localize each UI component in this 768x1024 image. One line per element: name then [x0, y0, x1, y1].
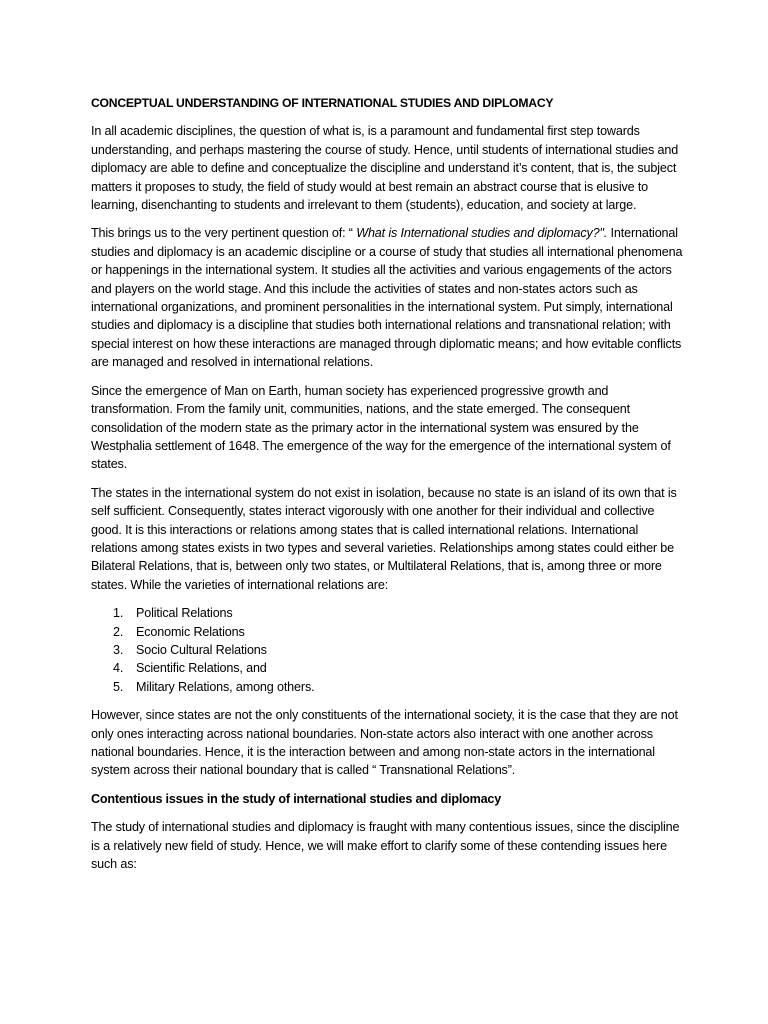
paragraph-history: Since the emergence of Man on Earth, human society has experienced progressive growth and transformation. From the family unit, communities, nations, and the state emerged. The consequent consolidation of the modern state as the primary actor in the international system was ensured by the Westphalia settlement of 1648. The emergence of the way for the emergence of the international system of states.	[91, 383, 671, 472]
list-item-text: Military Relations, among others.	[136, 679, 315, 694]
list-item-number: 1.	[113, 606, 124, 621]
list-item-number: 3.	[113, 642, 124, 657]
list-item-number: 5.	[113, 679, 124, 694]
relations-list	[91, 604, 684, 696]
list-item-number: 4.	[113, 661, 124, 676]
list-item	[91, 659, 684, 677]
paragraph-definition	[91, 224, 684, 371]
paragraph-definition-question: What is International studies and diplomacy?".	[356, 226, 608, 241]
list-item-text: Scientific Relations, and	[136, 661, 267, 676]
paragraph-transnational: However, since states are not the only constituents of the international society, it is the case that they are not only ones interacting across national boundaries. Non-state actors also interact with one another across national boundaries. Hence, it is the interaction between and among non-state actors in the international system across their national boundary that is called “ Transnational Relations”.	[91, 708, 678, 778]
paragraph-contentious: The study of international studies and diplomacy is fraught with many contentious issues, since the discipline is a relatively new field of study. Hence, we will make effort to clarify some of these contending issues here such as:	[91, 820, 680, 872]
list-item	[91, 641, 684, 659]
section-heading: Contentious issues in the study of international studies and diplomacy	[91, 791, 502, 806]
list-item-text: Political Relations	[136, 606, 233, 621]
paragraph-definition-body: International studies and diplomacy is an academic discipline or a course of study that studies all international phenomena or happenings in the international system. It studies all the activities and various engagements of the actors and players on the world stage. And this include the activities of states and non-states actors such as international organizations, and prominent personalities in the international system. Put simply, international studies and diplomacy is a discipline that studies both international relations and transnational relation; with special interest on how these interactions are managed through diplomatic means; and how evitable conflicts are managed and resolved in international relations.	[91, 226, 683, 370]
document-page	[91, 94, 684, 883]
list-item-text: Socio Cultural Relations	[136, 642, 267, 657]
paragraph-definition-lead: This brings us to the very pertinent question of: “	[91, 226, 357, 241]
document-title: CONCEPTUAL UNDERSTANDING OF INTERNATIONAL STUDIES AND DIPLOMACY	[91, 96, 554, 110]
paragraph-interactions: The states in the international system do not exist in isolation, because no state is an island of its own that is self sufficient. Consequently, states interact vigorously with one another for their individual and collective good. It is this interactions or relations among states that is called international relations. International relations among states exists in two types and several varieties. Relationships among states could either be Bilateral Relations, that is, between only two states, or Multilateral Relations, that is, among three or more states. While the varieties of international relations are:	[91, 485, 677, 592]
list-item	[91, 604, 684, 622]
list-item-text: Economic Relations	[136, 624, 245, 639]
list-item	[91, 678, 684, 696]
list-item-number: 2.	[113, 624, 124, 639]
paragraph-intro: In all academic disciplines, the question of what is, is a paramount and fundamental first step towards understanding, and perhaps mastering the course of study. Hence, until students of international studies and diplomacy are able to define and conceptualize the discipline and understand it’s content, that is, the subject matters it proposes to study, the field of study would at best remain an abstract course that is elusive to learning, disenchanting to students and irrelevant to them (students), education, and society at large.	[91, 124, 679, 213]
list-item	[91, 623, 684, 641]
